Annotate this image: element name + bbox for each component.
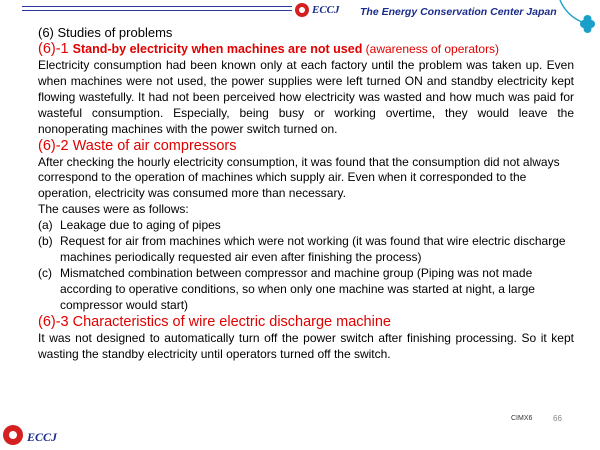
footer-logo-text: ECCJ bbox=[27, 430, 58, 444]
list-item-label: (a) bbox=[38, 218, 53, 233]
list-item bbox=[38, 234, 574, 266]
header-rule-top bbox=[22, 6, 292, 7]
list-item-text: Mismatched combination between compressor and machine group (Piping was not made according to operative conditions, so when only one machine was started at night, a large compressor would start) bbox=[60, 265, 535, 312]
list-item-text: Request for air from machines which were not working (it was found that wire electric discharge machines periodically requested air even after finishing the process) bbox=[60, 234, 566, 264]
eccj-logo-icon bbox=[295, 3, 309, 17]
section-3-heading: (6)-3 Characteristics of wire electric discharge machine bbox=[38, 313, 391, 330]
organization-name: The Energy Conservation Center Japan bbox=[360, 6, 557, 18]
section-1-number: (6)-1 bbox=[38, 41, 73, 57]
list-item bbox=[38, 218, 574, 234]
page-title: (6) Studies of problems bbox=[38, 25, 173, 40]
footer-eccj-logo-icon bbox=[3, 425, 23, 445]
page-number: 66 bbox=[553, 414, 562, 423]
list-item bbox=[38, 266, 574, 314]
list-item-text: Leakage due to aging of pipes bbox=[60, 218, 221, 233]
section-1-heading-note: (awareness of operators) bbox=[362, 42, 500, 56]
header-logo-text: ECCJ bbox=[312, 4, 340, 16]
section-2-paragraph: After checking the hourly electricity consumption, it was found that the consumption did not always correspond to the operation of machines which supply air. Even when it corresponded to the operation, electricity was consumed more than necessary. bbox=[38, 154, 560, 201]
section-1-heading-bold: Stand-by electricity when machines are not used bbox=[72, 42, 363, 56]
list-item-label: (b) bbox=[38, 234, 53, 249]
section-1-heading bbox=[38, 41, 574, 58]
slide-content bbox=[38, 24, 574, 362]
section-2-heading: (6)-2 Waste of air compressors bbox=[38, 137, 237, 154]
causes-list bbox=[38, 218, 574, 313]
section-1-paragraph: Electricity consumption had been known only at each factory until the problem was taken up. Even when machines were not used, the power supplies were left turned ON and standby electricity kept flowing wastefully. It had not been perceived how electricity was wasted and how much was paid for wasteful consumption. Especially, being busy or working overtime, they would leave the nonoperating machines with the power switch turned on. bbox=[38, 58, 574, 136]
section-2-causes-intro: The causes were as follows: bbox=[38, 202, 189, 217]
section-3-paragraph: It was not designed to automatically turn off the power switch after finishing processing. So it kept wasting the standby electricity until operators turned off the switch. bbox=[38, 330, 574, 361]
header-rule-bottom bbox=[22, 10, 292, 11]
list-item-label: (c) bbox=[38, 265, 52, 280]
footer-code: CIMX6 bbox=[511, 415, 533, 422]
